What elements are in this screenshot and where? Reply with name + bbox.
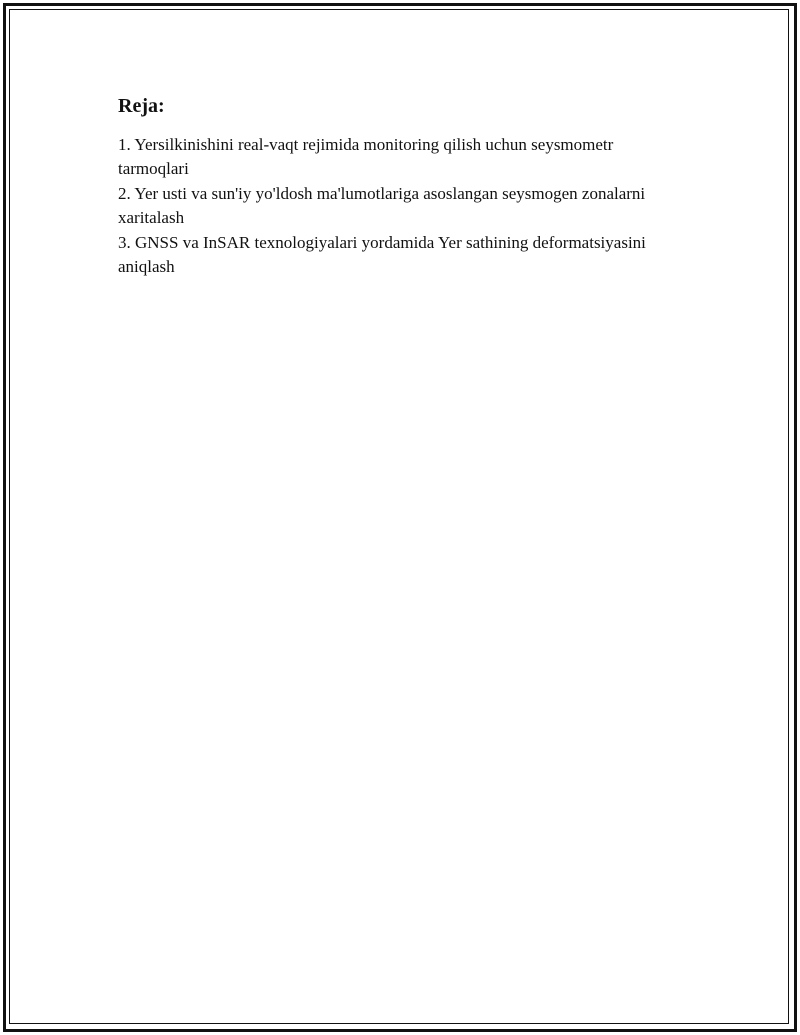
plan-item-2: 2. Yer usti va sun'iy yo'ldosh ma'lumotlariga asoslangan seysmogen zonalarni xaritalash — [118, 183, 646, 228]
plan-list — [118, 133, 678, 279]
page-content — [118, 92, 678, 279]
plan-heading: Reja: — [118, 95, 165, 117]
plan-item-1: 1. Yersilkinishini real-vaqt rejimida monitoring qilish uchun seysmometr tarmoqlari — [118, 135, 614, 179]
plan-item-3: 3. GNSS va InSAR texnologiyalari yordamida Yer sathining deformatsiyasini aniqlash — [118, 232, 646, 277]
